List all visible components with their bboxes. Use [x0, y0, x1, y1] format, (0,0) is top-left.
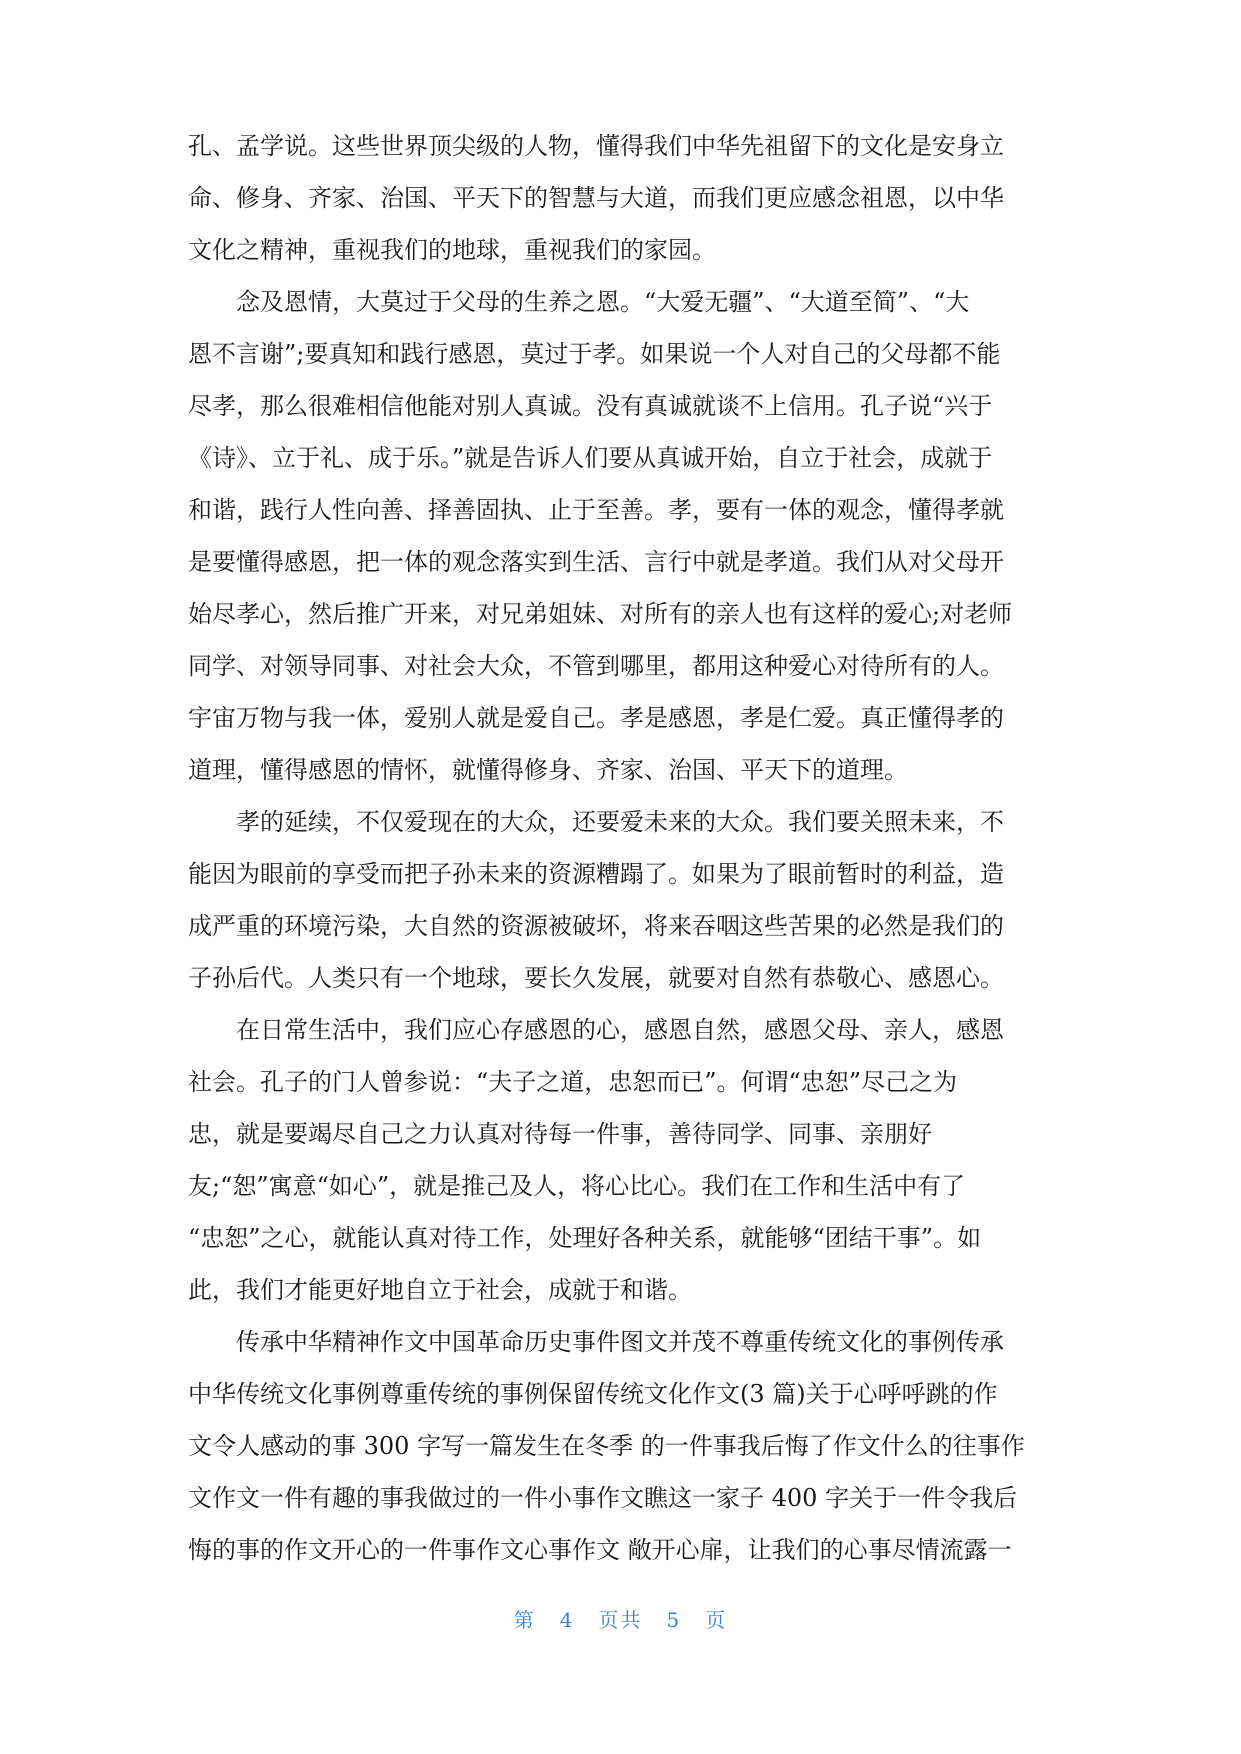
text-line: 念及恩情，大莫过于父母的生养之恩。“大爱无疆”、“大道至简”、“大: [236, 288, 970, 316]
text-line: 孔、孟学说。这些世界顶尖级的人物，懂得我们中华先祖留下的文化是安身立: [188, 132, 1004, 160]
text-line: 中华传统文化事例尊重传统的事例保留传统文化作文(3 篇)关于心呼呼跳的作: [188, 1380, 998, 1408]
text-line: 传承中华精神作文中国革命历史事件图文并茂不尊重传统文化的事例传承: [236, 1328, 1004, 1356]
text-line: 文作文一件有趣的事我做过的一件小事作文瞧这一家子 400 字关于一件令我后: [188, 1484, 1018, 1512]
text-line: 命、修身、齐家、治国、平天下的智慧与大道，而我们更应感念祖恩，以中华: [188, 184, 1004, 212]
text-line: 宇宙万物与我一体，爱别人就是爱自己。孝是感恩，孝是仁爱。真正懂得孝的: [188, 704, 1004, 732]
text-line: 孝的延续，不仅爱现在的大众，还要爱未来的大众。我们要关照未来，不: [236, 808, 1004, 836]
text-line: 成严重的环境污染，大自然的资源被破坏，将来吞咽这些苦果的必然是我们的: [188, 912, 1004, 940]
text-line: 悔的事的作文开心的一件事作文心事作文 敞开心扉，让我们的心事尽情流露一: [188, 1536, 1012, 1564]
text-line: 文令人感动的事 300 字写一篇发生在冬季 的一件事我后悔了作文什么的往事作: [188, 1432, 1025, 1460]
text-line: 始尽孝心，然后推广开来，对兄弟姐妹、对所有的亲人也有这样的爱心;对老师: [188, 600, 1013, 628]
document-body: [188, 120, 1058, 1576]
text-line: 此，我们才能更好地自立于社会，成就于和谐。: [188, 1276, 692, 1304]
text-line: 道理，懂得感恩的情怀，就懂得修身、齐家、治国、平天下的道理。: [188, 756, 908, 784]
footer-total-pages: 5: [666, 1608, 682, 1632]
page-footer: [0, 1605, 1241, 1635]
text-line: 能因为眼前的享受而把子孙未来的资源糟蹋了。如果为了眼前暂时的利益，造: [188, 860, 1004, 888]
text-line: 恩不言谢”;要真知和践行感恩，莫过于孝。如果说一个人对自己的父母都不能: [188, 340, 1001, 368]
text-line: 和谐，践行人性向善、择善固执、止于至善。孝，要有一体的观念，懂得孝就: [188, 496, 1004, 524]
footer-label-di: 第: [513, 1608, 536, 1632]
footer-label-ye: 页: [705, 1608, 728, 1632]
text-line: 在日常生活中，我们应心存感恩的心，感恩自然，感恩父母、亲人，感恩: [236, 1016, 1004, 1044]
footer-current-page: 4: [559, 1608, 575, 1632]
footer-label-ye-gong: 页共: [598, 1608, 643, 1632]
text-line: 社会。孔子的门人曾参说：“夫子之道，忠恕而已”。何谓“忠恕”尽己之为: [188, 1068, 958, 1096]
text-line: 友;“恕”寓意“如心”，就是推己及人，将心比心。我们在工作和生活中有了: [188, 1172, 966, 1200]
text-line: 忠，就是要竭尽自己之力认真对待每一件事，善待同学、同事、亲朋好: [188, 1120, 932, 1148]
text-line: 尽孝，那么很难相信他能对别人真诚。没有真诚就谈不上信用。孔子说“兴于: [188, 392, 993, 420]
text-line: 子孙后代。人类只有一个地球，要长久发展，就要对自然有恭敬心、感恩心。: [188, 964, 1004, 992]
text-line: 是要懂得感恩，把一体的观念落实到生活、言行中就是孝道。我们从对父母开: [188, 548, 1004, 576]
text-line: 《诗》、立于礼、成于乐。”就是告诉人们要从真诚开始，自立于社会，成就于: [188, 444, 993, 472]
text-line: 文化之精神，重视我们的地球，重视我们的家园。: [188, 236, 716, 264]
text-line: “忠恕”之心，就能认真对待工作，处理好各种关系，就能够“团结干事”。如: [188, 1224, 982, 1252]
text-line: 同学、对领导同事、对社会大众，不管到哪里，都用这种爱心对待所有的人。: [188, 652, 1004, 680]
